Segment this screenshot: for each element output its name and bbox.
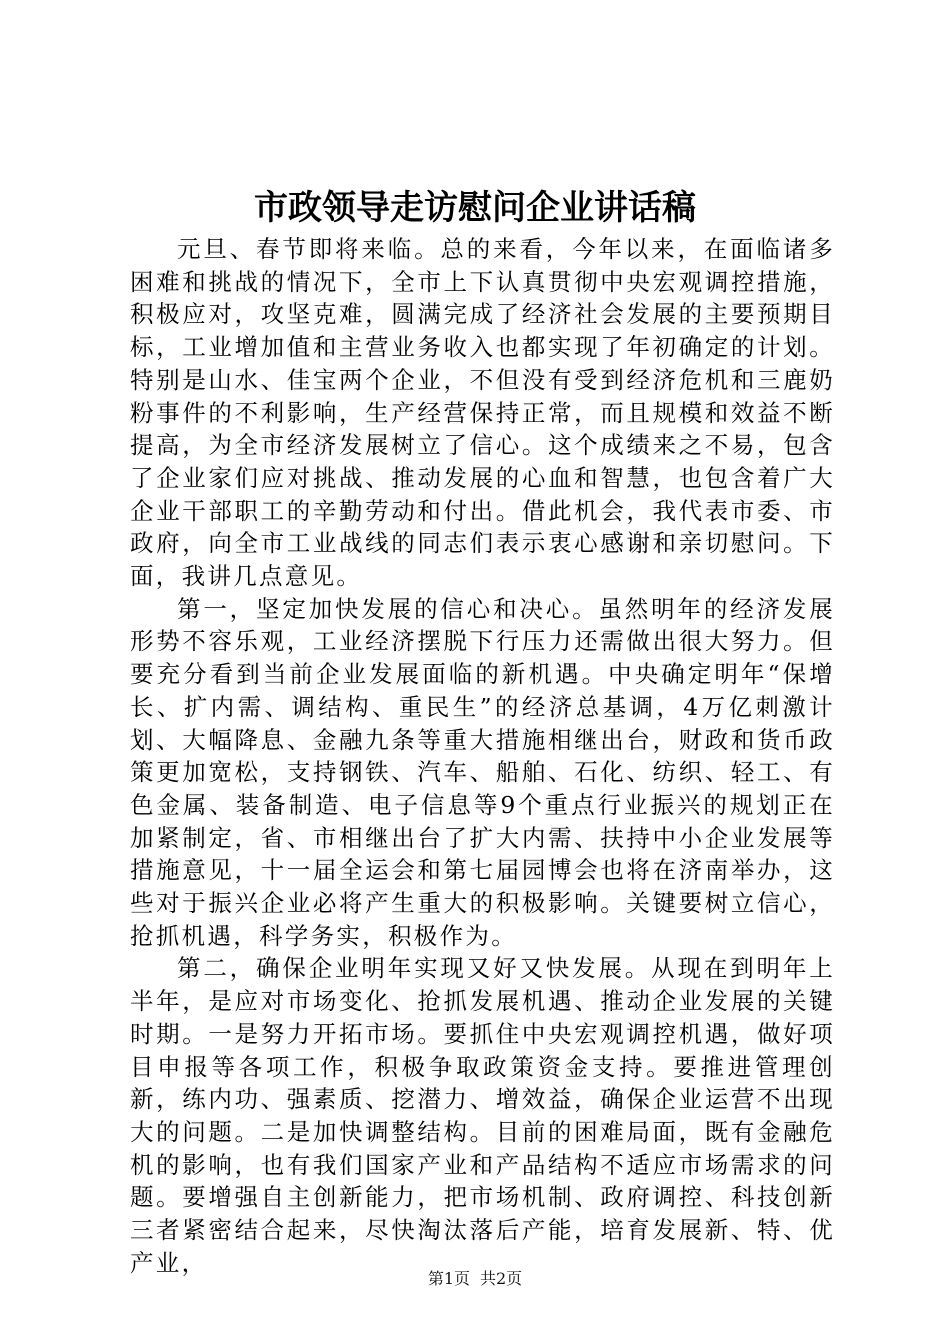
paragraph-intro: 元旦、春节即将来临。总的来看，今年以来，在面临诸多困难和挑战的情况下，全市上下认真贯彻中央宏观调控措施，积极应对，攻坚克难，圆满完成了经济社会发展的主要预期目标，工业增加值和主营业务收入也都实现了年初确定的计划。特别是山水、佳宝两个企业，不但没有受到经济危机和三鹿奶粉事件的不利影响，生产经营保持正常，而且规模和效益不断提高，为全市经济发展树立了信心。这个成绩来之不易，包含了企业家们应对挑战、推动发展的心血和智慧，也包含着广大企业干部职工的辛勤劳动和付出。借此机会，我代表市委、市政府，向全市工业战线的同志们表示衷心感谢和亲切慰问。下面，我讲几点意见。 [130, 235, 835, 591]
page-footer [0, 1268, 950, 1290]
document-body [130, 233, 835, 1280]
paragraph-first-point: 第一，坚定加快发展的信心和决心。虽然明年的经济发展形势不容乐观，工业经济摆脱下行压力还需做出很大努力。但要充分看到当前企业发展面临的新机遇。中央确定明年“保增长、扩内需、调结构、重民生”的经济总基调，4万亿刺激计划、大幅降息、金融九条等重大措施相继出台，财政和货币政策更加宽松，支持钢铁、汽车、船舶、石化、纺织、轻工、有色金属、装备制造、电子信息等9个重点行业振兴的规划正在加紧制定，省、市相继出台了扩大内需、扶持中小企业发展等措施意见，十一届全运会和第七届园博会也将在济南举办，这些对于振兴企业必将产生重大的积极影响。关键要树立信心，抢抓机遇，科学务实，积极作为。 [130, 594, 835, 950]
paragraph-second-point: 第二，确保企业明年实现又好又快发展。从现在到明年上半年，是应对市场变化、抢抓发展机遇、推动企业发展的关键时期。一是努力开拓市场。要抓住中央宏观调控机遇，做好项目申报等各项工作，积极争取政策资金支持。要推进管理创新，练内功、强素质、挖潜力、增效益，确保企业运营不出现大的问题。二是加快调整结构。目前的困难局面，既有金融危机的影响，也有我们国家产业和产品结构不适应市场需求的问题。要增强自主创新能力，把市场机制、政府调控、科技创新三者紧密结合起来，尽快淘汰落后产能，培育发展新、特、优产业， [130, 954, 835, 1277]
page-number: 第1页 [427, 1269, 470, 1288]
page-total: 共2页 [480, 1269, 523, 1288]
document-title: 市政领导走访慰问企业讲话稿 [254, 188, 696, 228]
